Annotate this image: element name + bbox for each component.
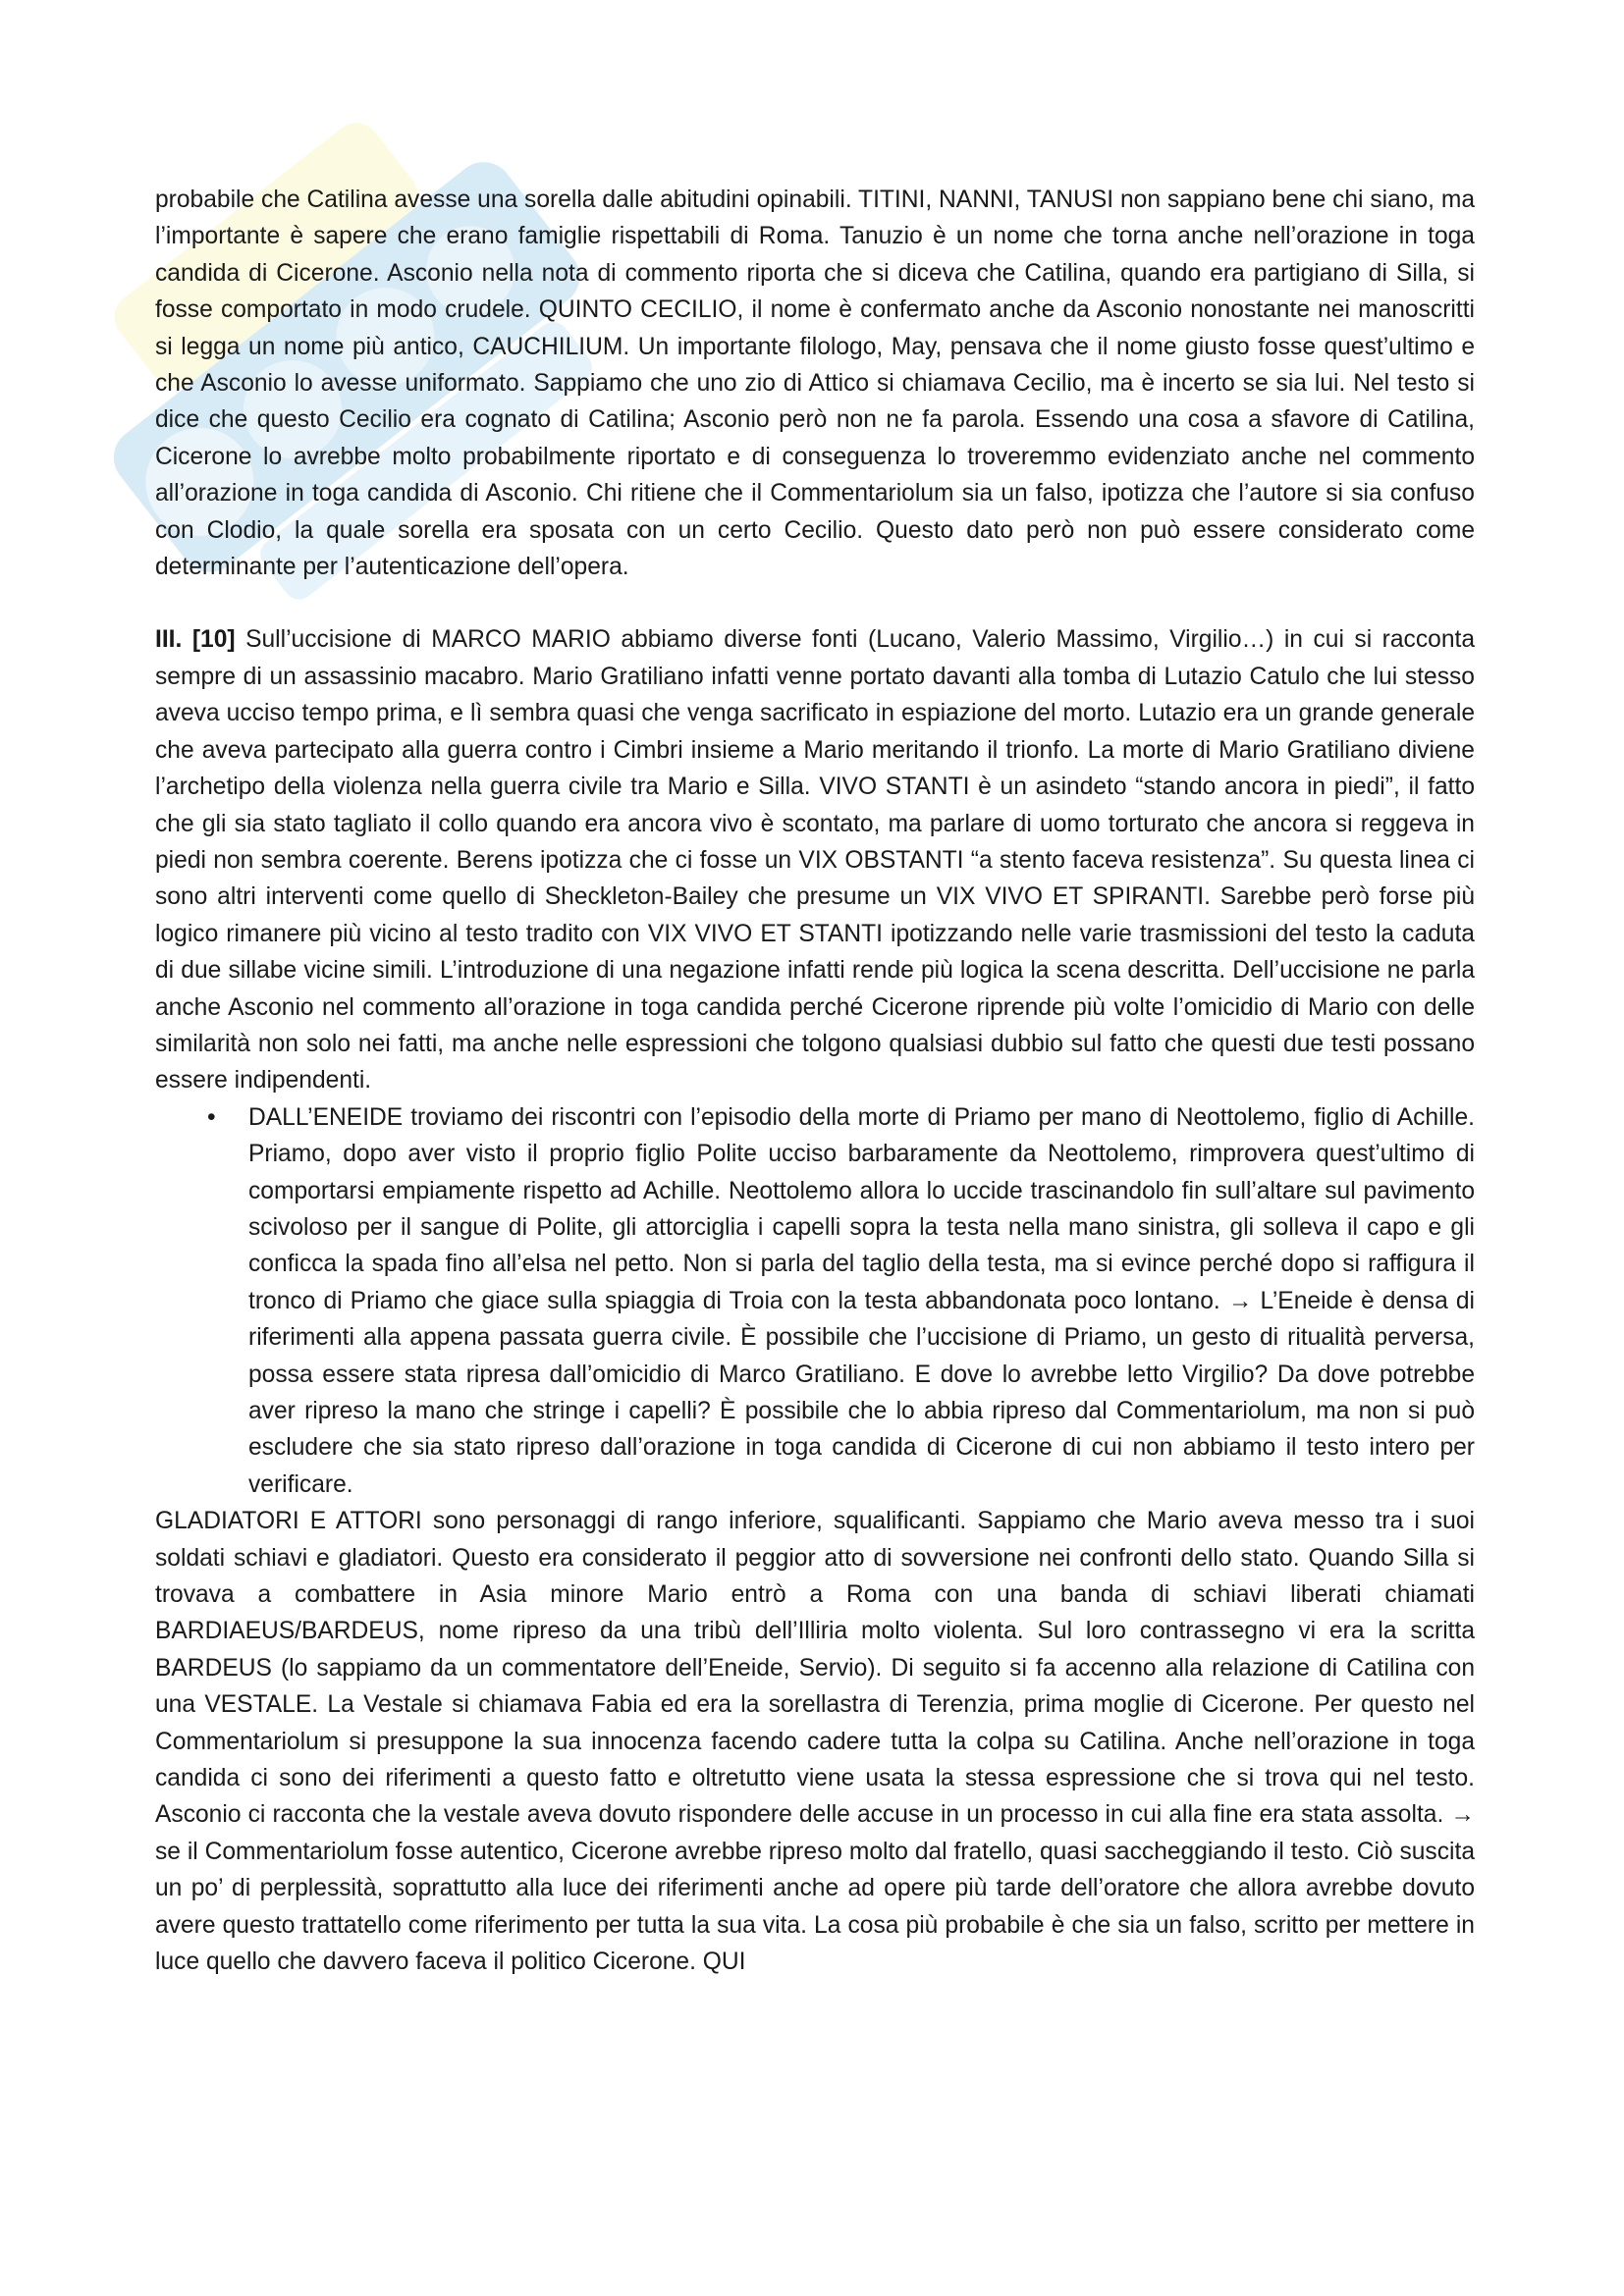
bullet-icon: • [207, 1103, 216, 1131]
section-paragraph [155, 621, 1475, 1098]
paragraph: GLADIATORI E ATTORI sono personaggi di rango inferiore, squalificanti. Sappiamo che Mario aveva messo tra i suoi soldati schiavi e gladiatori. Questo era considerato il peggior atto di sovversione nei confronti dello stato. Quando Silla si trovava a combattere in Asia minore Mario entrò a Roma con una banda di schiavi liberati chiamati BARDIAEUS/BARDEUS, nome ripreso da una tribù dell’Illiria molto violenta. Sul loro contrassegno vi era la scritta BARDEUS (lo sappiamo da un commentatore dell’Eneide, Servio). Di seguito si fa accenno alla relazione di Catilina con una VESTALE. La Vestale si chiamava Fabia ed era la sorellastra di Terenzia, prima moglie di Cicerone. Per questo nel Commentariolum si presuppone la sua innocenza facendo cadere tutta la colpa su Catilina. Anche nell’orazione in toga candida ci sono dei riferimenti a questo fatto e oltretutto viene usata la stessa espressione che si trova qui nel testo. Asconio ci racconta che la vestale aveva dovuto rispondere delle accuse in un processo in cui alla fine era stata assolta. → se il Commentariolum fosse autentico, Cicerone avrebbe ripreso molto dal fratello, quasi saccheggiando il testo. Ciò suscita un po’ di perplessità, soprattutto alla luce dei riferimenti anche ad opere più tarde dell’oratore che allora avrebbe dovuto avere questo trattatello come riferimento per tutta la sua vita. La cosa più probabile è che sia un falso, scritto per mettere in luce quello che davvero faceva il politico Cicerone. QUI [155, 1508, 1475, 1976]
list-item [155, 1099, 1475, 1503]
document-body [155, 182, 1475, 1981]
list-item-text: DALL’ENEIDE troviamo dei riscontri con l’episodio della morte di Priamo per mano di Neottolemo, figlio di Achille. Priamo, dopo aver visto il proprio figlio Polite ucciso barbaramente da Neottolemo, rimprovera quest’ultimo di comportarsi empiamente rispetto ad Achille. Neottolemo allora lo uccide trascinandolo fin sull’altare sul pavimento scivoloso per il sangue di Polite, gli attorciglia i capelli sopra la testa nella mano sinistra, gli solleva il capo e gli conficca la spada fino all’elsa nel petto. Non si parla del taglio della testa, ma si evince perché dopo si raffigura il tronco di Priamo che giace sulla spiaggia di Troia con la testa abbandonata poco lontano. → L’Eneide è densa di riferimenti alla appena passata guerra civile. È possibile che l’uccisione di Priamo, un gesto di ritualità perversa, possa essere stata ripresa dall’omicidio di Marco Gratiliano. E dove lo avrebbe letto Virgilio? Da dove potrebbe aver ripreso la mano che stringe i capelli? È possibile che lo abbia ripreso dal Commentariolum, ma non si può escludere che sia stato ripreso dall’orazione in toga candida di Cicerone di cui non abbiamo il testo intero per verificare. [248, 1103, 1475, 1498]
bullet-list [155, 1099, 1475, 1503]
section-heading: III. [10] [155, 626, 236, 654]
paragraph-gap [155, 585, 1475, 621]
paragraph: probabile che Catilina avesse una sorella dalle abitudini opinabili. TITINI, NANNI, TANUSI non sappiano bene chi siano, ma l’importante è sapere che erano famiglie rispettabili di Roma. Tanuzio è un nome che torna anche nell’orazione in toga candida di Cicerone. Asconio nella nota di commento riporta che si diceva che Catilina, quando era partigiano di Silla, si fosse comportato in modo crudele. QUINTO CECILIO, il nome è confermato anche da Asconio nonostante nei manoscritti si legga un nome più antico, CAUCHILIUM. Un importante filologo, May, pensava che il nome giusto fosse quest’ultimo e che Asconio lo avesse uniformato. Sappiamo che uno zio di Attico si chiamava Cecilio, ma è incerto se sia lui. Nel testo si dice che questo Cecilio era cognato di Catilina; Asconio però non ne fa parola. Essendo una cosa a sfavore di Catilina, Cicerone lo avrebbe molto probabilmente riportato e di conseguenza lo troveremmo evidenziato anche nel commento all’orazione in toga candida di Asconio. Chi ritiene che il Commentariolum sia un falso, ipotizza che l’autore si sia confuso con Clodio, la quale sorella era sposata con un certo Cecilio. Questo dato però non può essere considerato come determinante per l’autenticazione dell’opera. [155, 187, 1475, 581]
paragraph-text: Sull’uccisione di MARCO MARIO abbiamo diverse fonti (Lucano, Valerio Massimo, Virgilio…) in cui si racconta sempre di un assassinio macabro. Mario Gratiliano infatti venne portato davanti alla tomba di Lutazio Catulo che lui stesso aveva ucciso tempo prima, e lì sembra quasi che venga sacrificato in espiazione del morto. Lutazio era un grande generale che aveva partecipato alla guerra contro i Cimbri insieme a Mario meritando il trionfo. La morte di Mario Gratiliano diviene l’archetipo della violenza nella guerra civile tra Mario e Silla. VIVO STANTI è un asindeto “stando ancora in piedi”, il fatto che gli sia stato tagliato il collo quando era ancora vivo è scontato, ma parlare di uomo torturato che ancora si reggeva in piedi non sembra coerente. Berens ipotizza che ci fosse un VIX OBSTANTI “a stento faceva resistenza”. Su questa linea ci sono altri interventi come quello di Sheckleton-Bailey che presume un VIX VIVO ET SPIRANTI. Sarebbe però forse più logico rimanere più vicino al testo tradito con VIX VIVO ET STANTI ipotizzando nelle varie trasmissioni del testo la caduta di due sillabe vicine simili. L’introduzione di una negazione infatti rende più logica la scena descritta. Dell’uccisione ne parla anche Asconio nel commento all’orazione in toga candida perché Cicerone riprende più volte l’omicidio di Mario con delle similarità non solo nei fatti, ma anche nelle espressioni che tolgono qualsiasi dubbio sul fatto che questi due testi possano essere indipendenti. [155, 626, 1476, 1095]
